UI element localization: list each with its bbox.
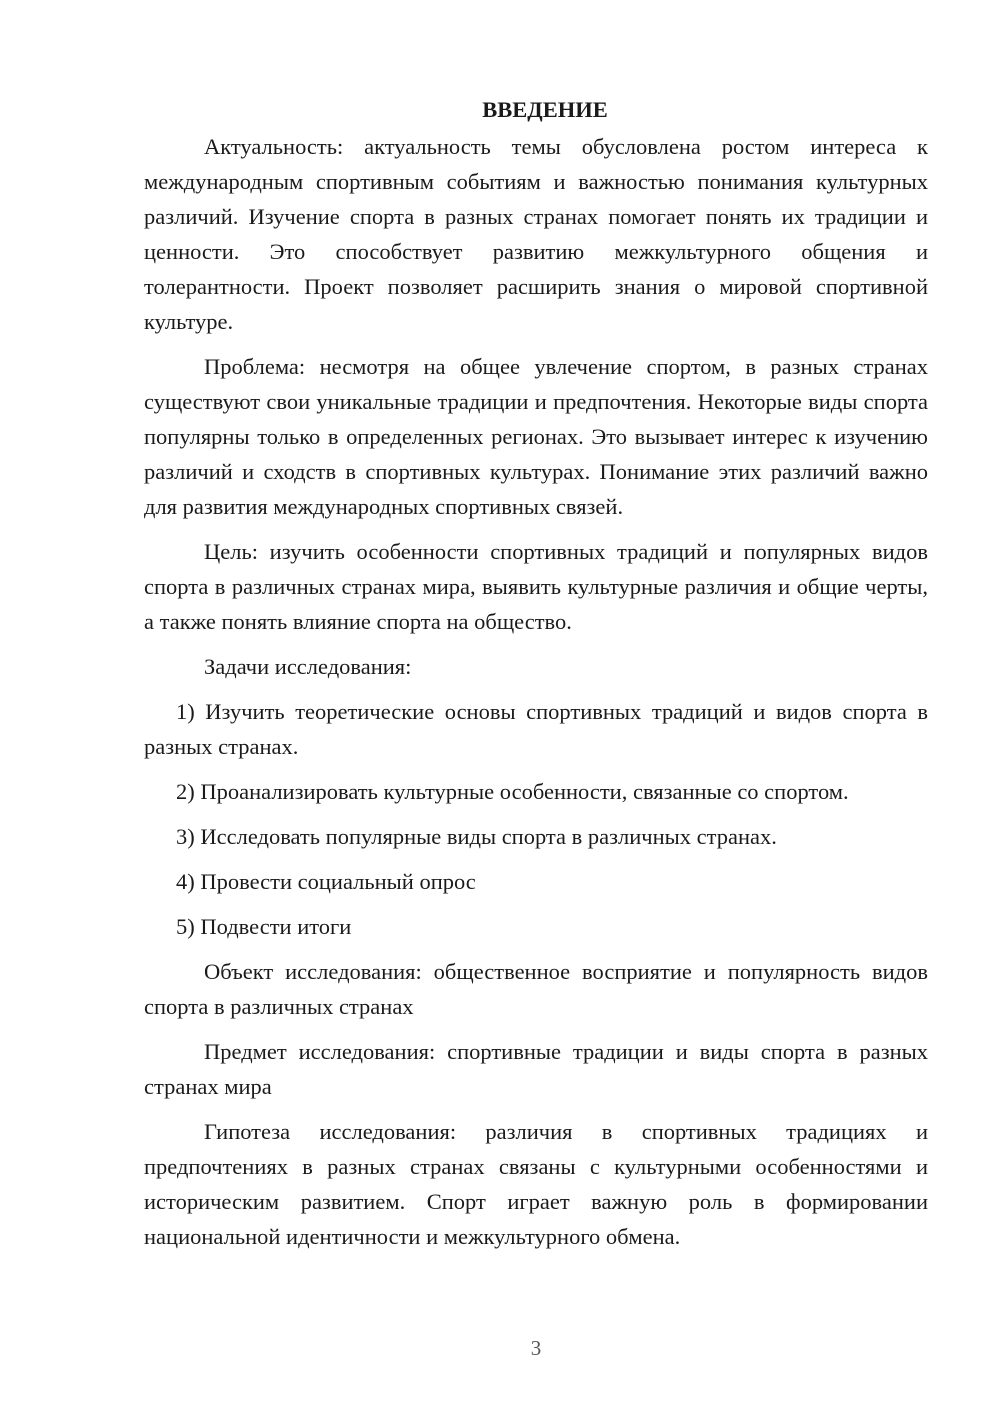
page-number: 3 [530,1336,542,1360]
hypothesis-paragraph: Гипотеза исследования: различия в спортивных традициях и предпочтениях в разных странах связаны с культурными особенностями и историческим развитием. Спорт играет важную роль в формировании национальной идентичности и межкультурного обмена. [144,1119,928,1249]
task-item-4: 4) Провести социальный опрос [176,869,476,894]
relevance-paragraph: Актуальность: актуальность темы обусловлена ростом интереса к международным спортивным событиям и важностью понимания культурных различий. Изучение спорта в разных странах помогает понять их традиции и ценности. Это способствует развитию межкультурного общения и толерантности. Проект позволяет расширить знания о мировой спортивной культуре. [144,134,928,334]
page-title: ВВЕДЕНИЕ [482,97,608,122]
subject-paragraph: Предмет исследования: спортивные традиции и виды спорта в разных странах мира [144,1039,928,1099]
task-item-1: 1) Изучить теоретические основы спортивных традиций и видов спорта в разных странах. [144,699,928,759]
object-paragraph: Объект исследования: общественное восприятие и популярность видов спорта в различных странах [144,959,928,1019]
problem-paragraph: Проблема: несмотря на общее увлечение спортом, в разных странах существуют свои уникальные традиции и предпочтения. Некоторые виды спорта популярны только в определенных регионах. Это вызывает интерес к изучению различий и сходств в спортивных культурах. Понимание этих различий важно для развития международных спортивных связей. [144,354,928,519]
task-item-5: 5) Подвести итоги [176,914,352,939]
task-item-3: 3) Исследовать популярные виды спорта в различных странах. [176,824,777,849]
task-item-2: 2) Проанализировать культурные особенности, связанные со спортом. [176,779,849,804]
goal-paragraph: Цель: изучить особенности спортивных традиций и популярных видов спорта в различных странах мира, выявить культурные различия и общие черты, а также понять влияние спорта на общество. [144,539,928,634]
document-body [144,92,928,1264]
tasks-heading: Задачи исследования: [204,654,412,679]
